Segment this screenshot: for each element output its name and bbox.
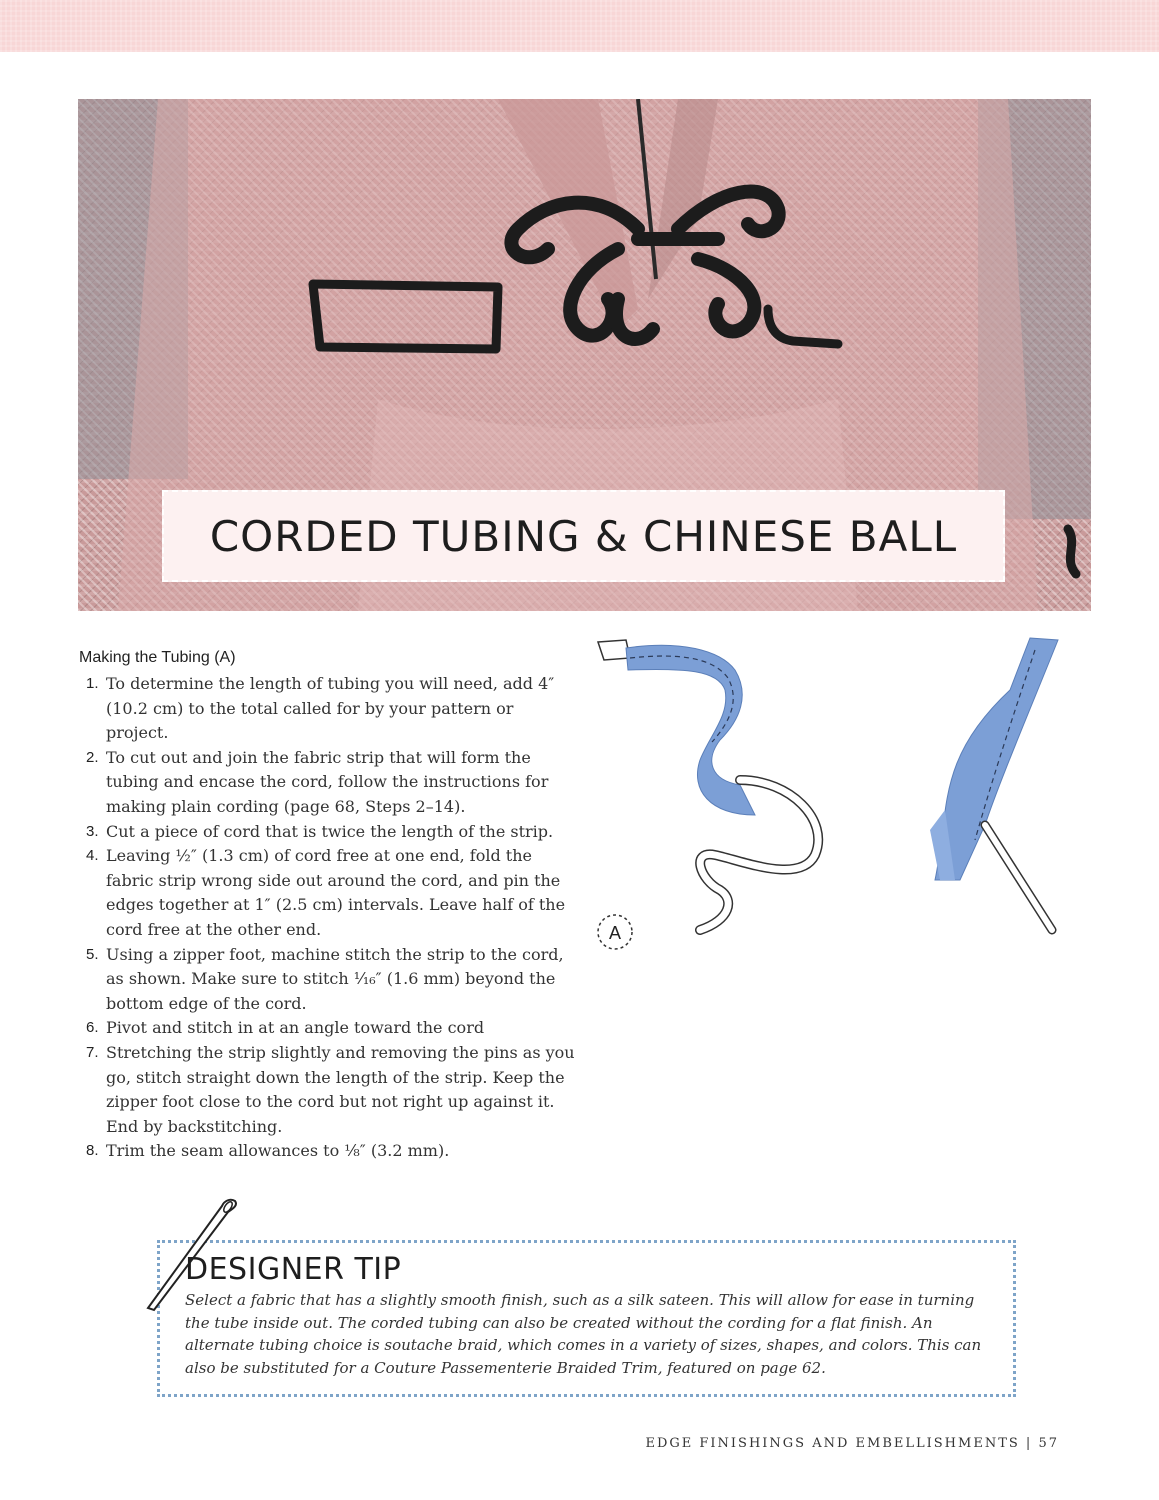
step-text: To determine the length of tubing you will need, add 4″ (10.2 cm) to the total called for by your pattern or project. <box>106 674 555 743</box>
step-text: Leaving ½″ (1.3 cm) of cord free at one end, fold the fabric strip wrong side out around the cord, and pin the edges together at 1″ (2.5 cm) intervals. Leave half of the cord free at the other end. <box>106 846 566 939</box>
list-item <box>80 943 580 1017</box>
step-text: Trim the seam allowances to ⅛″ (3.2 mm). <box>106 1141 450 1161</box>
list-item <box>80 672 580 746</box>
step-number: 6. <box>86 1019 99 1037</box>
tip-title: DESIGNER TIP <box>185 1252 402 1287</box>
step-number: 5. <box>86 945 99 963</box>
step-text: Cut a piece of cord that is twice the length of the strip. <box>106 821 554 841</box>
tubing-illustration <box>590 630 1090 960</box>
step-text: Using a zipper foot, machine stitch the strip to the cord, as shown. Make sure to stitch ¹⁄₁₆″ (1.6 mm) beyond the bottom edge of the cord. <box>106 944 564 1013</box>
step-number: 8. <box>86 1142 99 1160</box>
section-heading: Making the Tubing (A) <box>79 649 236 666</box>
step-text: Stretching the strip slightly and removing the pins as you go, stitch straight down the length of the strip. Keep the zipper foot close to the cord but not right up against it. End by backstitching. <box>106 1042 575 1136</box>
list-item <box>80 1041 580 1139</box>
list-item <box>80 844 580 942</box>
list-item <box>80 820 580 845</box>
instruction-steps <box>80 672 580 1164</box>
step-number: 1. <box>86 675 99 692</box>
cord-icon <box>985 825 1052 930</box>
list-item <box>80 1139 580 1164</box>
footer-section: EDGE FINISHINGS AND EMBELLISHMENTS <box>645 1436 1020 1451</box>
step-number: 3. <box>86 822 99 840</box>
top-texture-band <box>0 0 1159 52</box>
step-text: To cut out and join the fabric strip that will form the tubing and encase the cord, follow the instructions for making plain cording (page 68, Steps 2–14). <box>106 747 549 816</box>
footer-separator: | <box>1025 1436 1033 1451</box>
step-number: 4. <box>86 847 99 865</box>
step-text: Pivot and stitch in at an angle toward the cord <box>106 1018 485 1038</box>
list-item <box>80 1016 580 1041</box>
title-banner <box>162 490 1005 582</box>
cord-end-icon <box>598 640 630 660</box>
step-number: 7. <box>86 1043 99 1061</box>
step-number: 2. <box>86 748 99 766</box>
list-item <box>80 746 580 820</box>
fabric-strip-icon <box>626 645 755 815</box>
page-title: CORDED TUBING & CHINESE BALL <box>209 511 958 561</box>
illustration-label: A <box>608 923 622 943</box>
page-footer <box>645 1436 1059 1451</box>
page-number: 57 <box>1038 1436 1059 1451</box>
tip-text: Select a fabric that has a slightly smooth finish, such as a silk sateen. This will allow for ease in turning the tube inside out. The corded tubing can also be created without the cording for a flat finish. An alternate tubing choice is soutache braid, which comes in a variety of sizes, shapes, and colors. This can also be substituted for a Couture Passementerie Braided Trim, featured on page 62. <box>185 1291 982 1377</box>
